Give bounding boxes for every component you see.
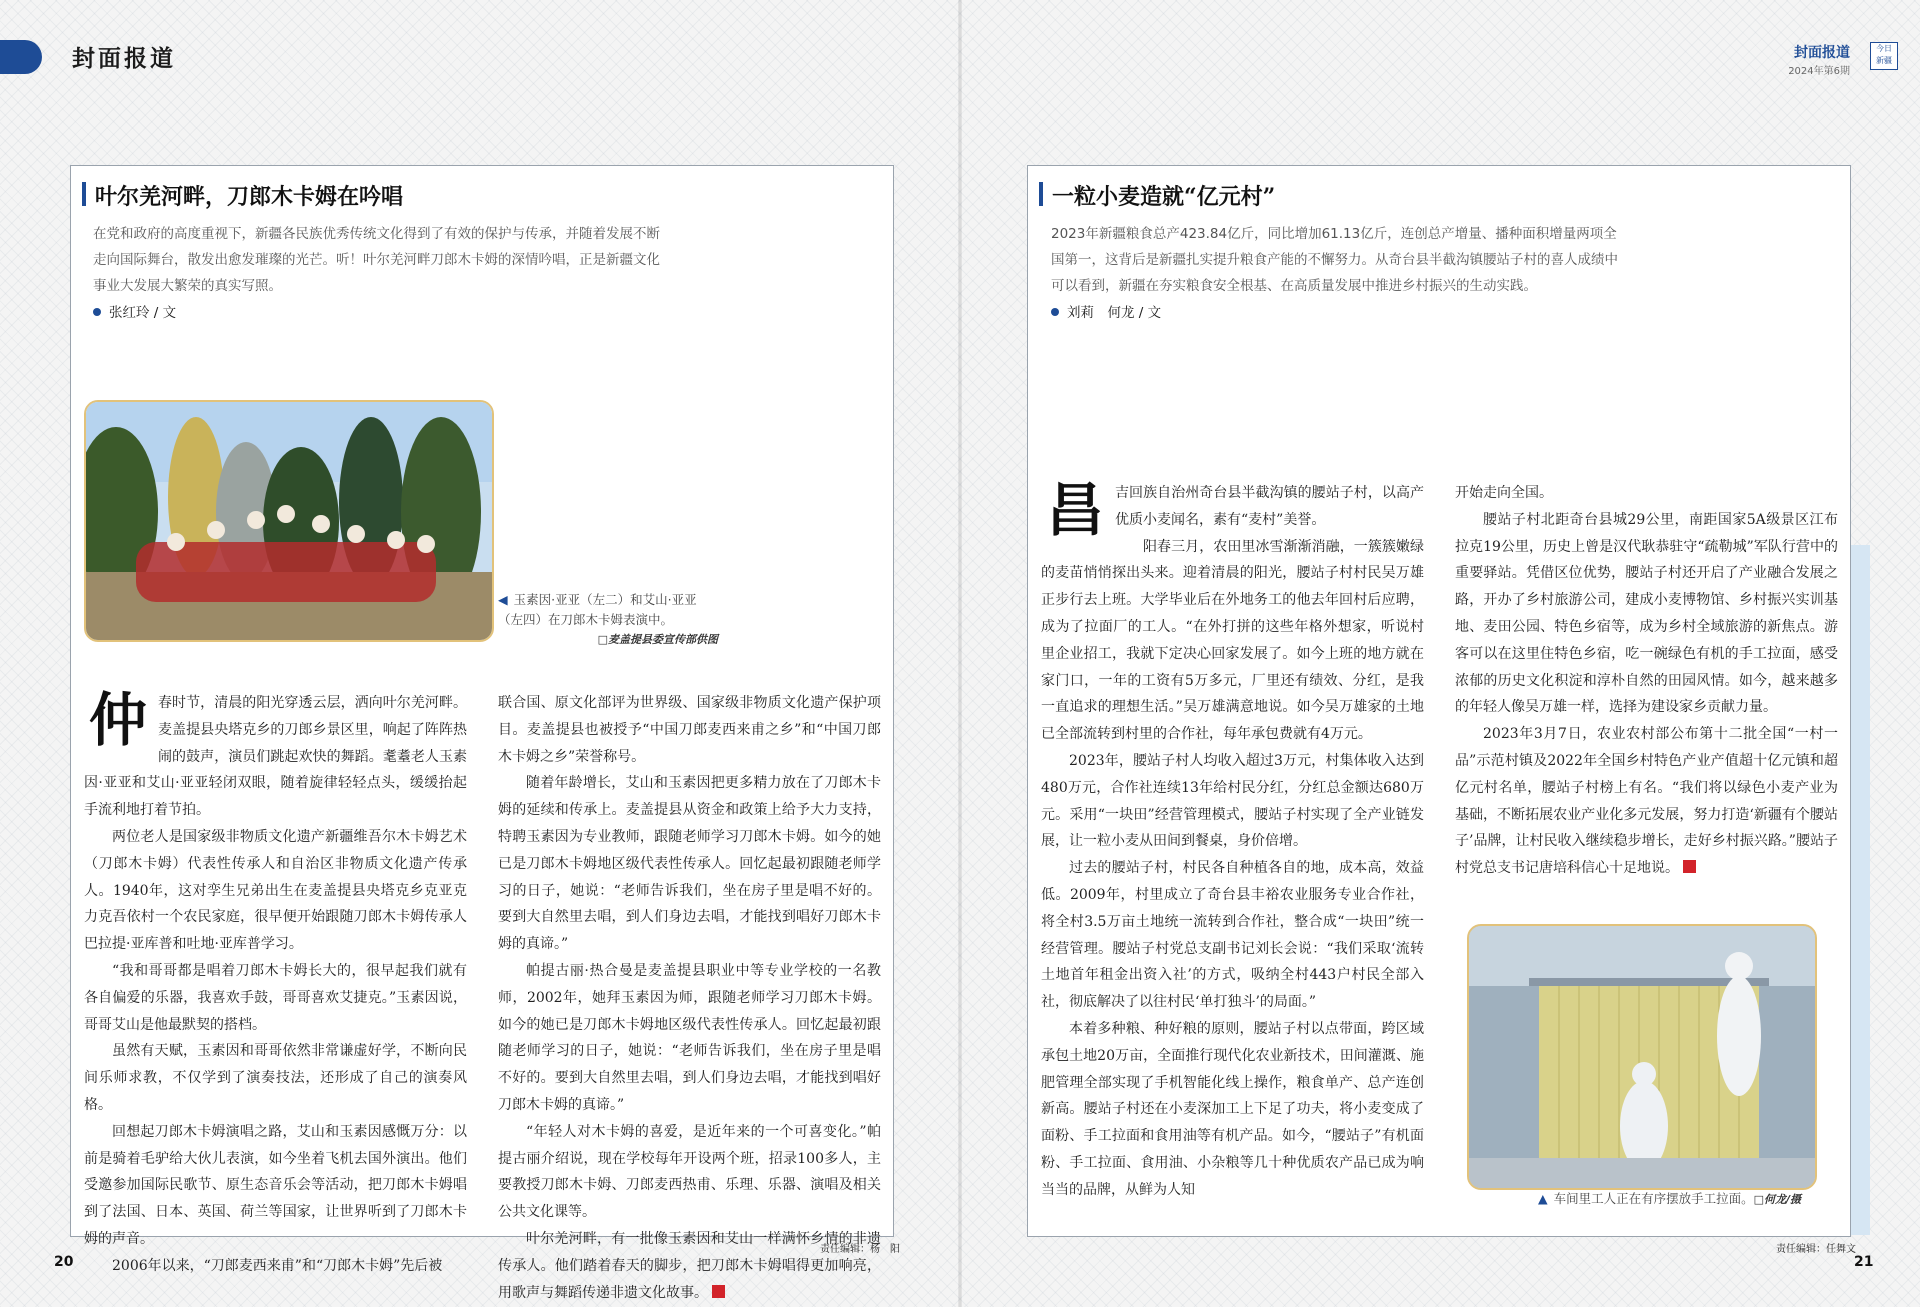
magazine-header — [1788, 42, 1850, 77]
left-col2-para: 帕提古丽·热合曼是麦盖提县职业中等专业学校的一名教师，2002年，她拜玉素因为师，跟随老师学习刀郎木卡姆。如今的她已是刀郎木卡姆地区级代表性传承人。回忆起最初跟随老师学习的日子，她说：“老师告诉我们，坐在房子里是唱不好的。要到大自然里去唱，到人们身边去唱，才能找到唱好刀郎木卡姆的真谛。” — [498, 962, 881, 1113]
section-title: 封面报道 — [72, 45, 176, 72]
article-end-mark — [712, 1285, 725, 1298]
left-byline-text: 张红玲 / 文 — [109, 305, 177, 321]
decorative-shadow — [1848, 545, 1870, 1235]
caption-pointer-icon: ▲ — [1538, 1191, 1548, 1206]
left-col1-para: 2006年以来，“刀郎麦西来甫”和“刀郎木卡姆”先后被 — [112, 1257, 443, 1274]
byline-dot-icon — [93, 308, 101, 316]
left-editor-credit: 责任编辑：杨 阳 — [820, 1244, 900, 1255]
left-body-column-1 — [84, 686, 467, 1280]
right-col1-para: 过去的腰站子村，村民各自种植各自的地，成本高，效益低。2009年，村里成立了奇台县丰裕农业服务专业合作社，将全村3.5万亩土地统一流转到合作社，整合成“一块田”统一经营管理。腰站子村党总支副书记刘长会说：“我们采取‘流转土地首年租金出资入社’的方式，吸纳全村443户村民全部入社，彻底解决了以往村民‘单打独斗’的局面。” — [1041, 860, 1424, 1011]
right-col1-para: 阳春三月，农田里冰雪渐渐消融，一簇簇嫩绿的麦苗悄悄探出头来。迎着清晨的阳光，腰站子村村民吴万雄正步行去上班。大学毕业后在外地务工的他去年回村后应聘，成为了拉面厂的工人。“在外打拼的这些年格外想家，听说村里企业招工，我就下定决心回家发展了。如今上班的地方就在家门口，一年的工资有5万多元，厂里还有绩效、分红，是我一直追求的理想生活。”吴万雄满意地说。如今吴万雄家的土地已全部流转到村里的合作社，每年承包费就有4万元。 — [1041, 538, 1424, 743]
byline-dot-icon — [1051, 308, 1059, 316]
left-col2-para: 联合国、原文化部评为世界级、国家级非物质文化遗产保护项目。麦盖提县也被授予“中国刀郎麦西来甫之乡”和“中国刀郎木卡姆之乡”荣誉称号。 — [498, 695, 881, 765]
right-caption-text: 车间里工人正在有序摆放手工拉面。 — [1553, 1191, 1754, 1206]
right-body-column-2 — [1455, 480, 1838, 882]
left-col1-para: “我和哥哥都是唱着刀郎木卡姆长大的，很早起我们就有各自偏爱的乐器，我喜欢手鼓，哥哥喜欢艾捷克。”玉素因说，哥哥艾山是他最默契的搭档。 — [84, 962, 467, 1033]
magazine-logo — [1870, 42, 1898, 70]
left-article-abstract: 在党和政府的高度重视下，新疆各民族优秀传统文化得到了有效的保护与传承，并随着发展不断走向国际舞台，散发出愈发璀璨的光芒。听！叶尔羌河畔刀郎木卡姆的深情吟唱，正是新疆文化事业大发展大繁荣的真实写照。 — [93, 226, 660, 294]
article-end-mark — [1683, 860, 1696, 873]
right-article-abstract: 2023年新疆粮食总产423.84亿斤，同比增加61.13亿斤，连创总产增量、播种面积增量两项全国第一，这背后是新疆扎实提升粮食产能的不懈努力。从奇台县半截沟镇腰站子村的喜人成绩中可以看到，新疆在夯实粮食安全根基、在高质量发展中推进乡村振兴的生动实践。 — [1051, 226, 1618, 294]
right-col1-para: 2023年，腰站子村人均收入超过3万元，村集体收入达到480万元，合作社连续13年给村民分红，分红总金额达680万元。采用“一块田”经营管理模式，腰站子村实现了全产业链发展，让一粒小麦从田间到餐桌，身价倍增。 — [1041, 752, 1424, 850]
left-col2-para: “年轻人对木卡姆的喜爱，是近年来的一个可喜变化。”帕提古丽介绍说，现在学校每年开设两个班，招录100多人，主要教授刀郎木卡姆、刀郎麦西热甫、乐理、乐器、演唱及相关公共文化课等。 — [498, 1123, 881, 1221]
right-byline-text: 刘莉 何龙 / 文 — [1067, 305, 1162, 321]
right-col2-para: 开始走向全国。 — [1455, 485, 1553, 501]
right-col1-para: 本着多种粮、种好粮的原则，腰站子村以点带面，跨区域承包土地20万亩，全面推行现代化农业新技术，田间灌溉、施肥管理全部实现了手机智能化线上操作，粮食单产、总产连创新高。腰站子村还在小麦深加工上下足了功夫，将小麦变成了面粉、手工拉面和食用油等有机产品。如今，“腰站子”有机面粉、手工拉面、食用油、小杂粮等几十种优质农产品已成为响当当的品牌，从鲜为人知 — [1041, 1020, 1424, 1198]
left-article-title: 叶尔羌河畔，刀郎木卡姆在吟唱 — [95, 180, 403, 211]
right-editor-credit: 责任编辑：任舞文 — [1776, 1244, 1856, 1255]
left-col1-para: 回想起刀郎木卡姆演唱之路，艾山和玉素因感慨万分：以前是骑着毛驴给大伙儿表演，如今坐着飞机去国外演出。他们受邀参加国际民歌节、原生态音乐会等活动，把刀郎木卡姆唱到了法国、日本、英国、荷兰等国家，让世界听到了刀郎木卡姆的声音。 — [84, 1123, 467, 1247]
right-photo-credit: □何龙/摄 — [1753, 1193, 1802, 1206]
left-photo-caption — [498, 590, 718, 650]
left-article-byline — [93, 301, 176, 321]
right-col2-para: 2023年3月7日，农业农村部公布第十二批全国“一村一品”示范村镇及2022年全国乡村特色产业产值超十亿元镇和超亿元村名单，腰站子村榜上有名。“我们将以绿色小麦产业为基础，不断拓展农业产业化多元发展，努力打造‘新疆有个腰站子’品牌，让村民收入继续稳步增长，走好乡村振兴路。”腰站子村党总支书记唐培科信心十足地说。 — [1455, 726, 1838, 877]
noodle-factory-photo — [1467, 924, 1817, 1190]
header-issue: 2024年第6期 — [1788, 66, 1850, 77]
right-body-column-1 — [1041, 476, 1424, 1204]
left-caption-text: 玉素因·亚亚（左二）和艾山·亚亚（左四）在刀郎木卡姆表演中。 — [498, 592, 697, 627]
left-col2-para: 叶尔羌河畔，有一批像玉素因和艾山一样满怀乡情的非遗传承人。他们踏着春天的脚步，把刀郎木卡姆唱得更加响亮，用歌声与舞蹈传递非遗文化故事。 — [498, 1230, 881, 1301]
header-column-title: 封面报道 — [1794, 45, 1850, 61]
logo-text-line: 今日 — [1876, 44, 1892, 53]
left-col1-para: 春时节，清晨的阳光穿透云层，洒向叶尔羌河畔。麦盖提县央塔克乡的刀郎乡景区里，响起了阵阵热闹的鼓声，演员们跳起欢快的舞蹈。耄耋老人玉素因·亚亚和艾山·亚亚轻闭双眼，随着旋律轻轻点头，缓缓抬起手流利地打着节拍。 — [84, 695, 467, 819]
left-photo-credit: □麦盖提县委宣传部供图 — [597, 633, 718, 646]
page-gutter — [958, 0, 962, 1307]
left-col1-para: 两位老人是国家级非物质文化遗产新疆维吾尔木卡姆艺术（刀郎木卡姆）代表性传承人和自治区非物质文化遗产传承人。1940年，这对孪生兄弟出生在麦盖提县央塔克乡克亚克力克吾依村一个农民家庭，很早便开始跟随刀郎木卡姆传承人巴拉提·亚库普和吐地·亚库普学习。 — [84, 828, 467, 953]
right-col2-para: 腰站子村北距奇台县城29公里，南距国家5A级景区江布拉克19公里，历史上曾是汉代耿恭驻守“疏勒城”军队行营中的重要驿站。凭借区位优势，腰站子村还开启了产业融合发展之路，开办了乡村旅游公司，建成小麦博物馆、乡村振兴实训基地、麦田公园、特色乡宿等，成为乡村全域旅游的新焦点。游客可以在这里住特色乡宿，吃一碗绿色有机的手工拉面，感受浓郁的历史文化积淀和淳朴自然的田园风情。如今，越来越多的年轻人像吴万雄一样，选择为建设家乡贡献力量。 — [1455, 511, 1838, 716]
section-tab — [0, 40, 42, 74]
caption-pointer-icon: ◀ — [498, 592, 508, 607]
right-col1-para: 吉回族自治州奇台县半截沟镇的腰站子村，以高产优质小麦闻名，素有“麦村”美誉。 — [1115, 485, 1424, 528]
logo-text-line: 新疆 — [1876, 56, 1892, 65]
left-col2-para: 随着年龄增长，艾山和玉素因把更多精力放在了刀郎木卡姆的延续和传承上。麦盖提县从资金和政策上给予大力支持，特聘玉素因为专业教师，跟随老师学习刀郎木卡姆。如今的她已是刀郎木卡姆地区级代表性传承人。回忆起最初跟随老师学习的日子，她说：“老师告诉我们，坐在房子里是唱不好的。要到大自然里去唱，到人们身边去唱，才能找到唱好刀郎木卡姆的真谛。” — [498, 775, 881, 953]
right-article-byline — [1051, 301, 1161, 321]
left-page-number: 20 — [54, 1254, 74, 1270]
right-page-number: 21 — [1854, 1254, 1874, 1270]
right-article-title: 一粒小麦造就“亿元村” — [1052, 180, 1275, 211]
right-photo-caption — [1538, 1189, 1801, 1210]
music-performance-photo — [84, 400, 494, 642]
left-dropcap: 仲 — [88, 686, 147, 754]
right-dropcap: 昌 — [1045, 476, 1104, 544]
left-col1-para: 虽然有天赋，玉素因和哥哥依然非常谦虚好学，不断向民间乐师求教，不仅学到了演奏技法，还形成了自己的演奏风格。 — [84, 1043, 467, 1113]
left-body-column-2 — [498, 690, 881, 1306]
